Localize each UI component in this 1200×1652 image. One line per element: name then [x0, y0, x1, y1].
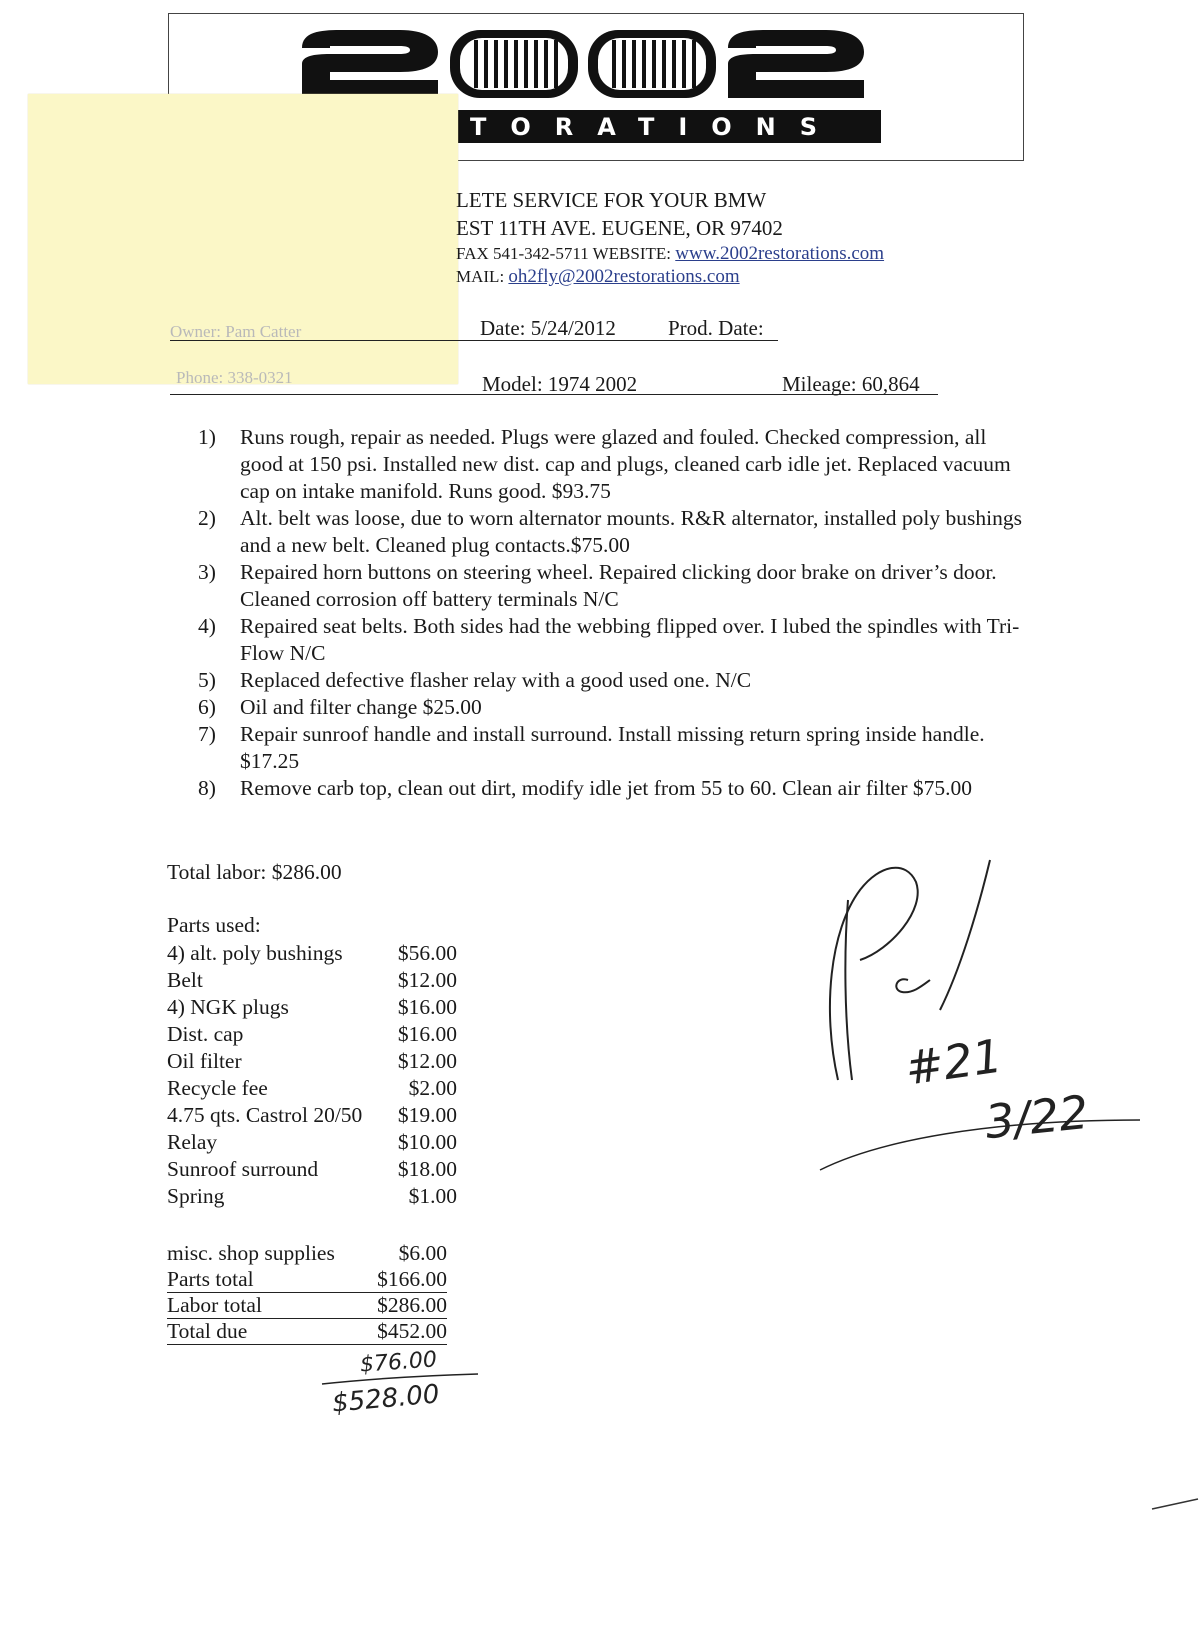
- total-amount: $452.00: [377, 1319, 447, 1343]
- work-item-text: Runs rough, repair as needed. Plugs were glazed and fouled. Checked compression, all good at 150 psi. Installed new dist. cap and plugs, cleaned carb idle jet. Replaced vacuum cap on intake manifold. Runs good. $93.75: [240, 425, 1011, 503]
- email-link[interactable]: oh2fly@2002restorations.com: [508, 266, 740, 287]
- part-row: [167, 1183, 457, 1210]
- handwritten-note-date: 3/22: [982, 1084, 1091, 1150]
- total-amount: $166.00: [377, 1267, 447, 1291]
- website-link[interactable]: www.2002restorations.com: [675, 243, 885, 264]
- work-item-number: 1): [198, 425, 216, 449]
- part-name: Recycle fee: [167, 1076, 268, 1100]
- part-row: [167, 1156, 457, 1183]
- work-item: [198, 694, 1028, 721]
- date-rule: [170, 340, 778, 341]
- part-row: [167, 1129, 457, 1156]
- work-item: [198, 775, 1028, 802]
- part-price: $18.00: [397, 1157, 457, 1181]
- date-field: Date: 5/24/2012: [480, 316, 616, 340]
- handwritten-extra: $76.00: [359, 1347, 438, 1378]
- work-item-text: Remove carb top, clean out dirt, modify idle jet from 55 to 60. Clean air filter $75.00: [240, 776, 973, 800]
- total-row: [167, 1293, 447, 1319]
- total-row: [167, 1267, 447, 1293]
- work-item-number: 4): [198, 614, 216, 638]
- work-item-text: Replaced defective flasher relay with a good used one. N/C: [240, 668, 752, 692]
- part-price: $19.00: [397, 1103, 457, 1127]
- part-row: [167, 994, 457, 1021]
- part-price: $12.00: [397, 968, 457, 992]
- part-price: $1.00: [408, 1184, 457, 1208]
- part-name: 4) NGK plugs: [167, 995, 289, 1019]
- logo-subtitle: TORATIONS: [470, 113, 842, 141]
- part-row: [167, 1021, 457, 1048]
- mileage-field: Mileage: 60,864: [782, 372, 920, 396]
- work-item: [198, 505, 1028, 559]
- part-price: $12.00: [397, 1049, 457, 1073]
- part-name: 4.75 qts. Castrol 20/50: [167, 1103, 363, 1127]
- work-item: [198, 613, 1028, 667]
- part-name: Oil filter: [167, 1049, 242, 1073]
- header-mail-text: MAIL:: [456, 267, 509, 286]
- part-price: $2.00: [408, 1076, 457, 1100]
- total-row: [167, 1240, 447, 1267]
- part-name: Dist. cap: [167, 1022, 244, 1046]
- total-amount: $6.00: [398, 1241, 447, 1265]
- work-item-text: Repaired seat belts. Both sides had the webbing flipped over. I lubed the spindles with Tri-Flow N/C: [240, 614, 1020, 665]
- model-field: Model: 1974 2002: [482, 372, 638, 396]
- work-items-list: [198, 424, 1028, 802]
- header-line-2: EST 11TH AVE. EUGENE, OR 97402: [456, 216, 783, 240]
- part-row: [167, 967, 457, 994]
- totals-block: [167, 1240, 447, 1345]
- work-item-text: Repaired horn buttons on steering wheel. Repaired clicking door brake on driver’s door. Cleaned corrosion off battery terminals N/C: [240, 560, 997, 611]
- part-price: $56.00: [397, 941, 457, 965]
- prod-date-field: Prod. Date:: [668, 316, 764, 340]
- part-name: Relay: [167, 1130, 218, 1154]
- part-name: Spring: [167, 1184, 225, 1208]
- work-item-number: 7): [198, 722, 216, 746]
- part-price: $16.00: [397, 995, 457, 1019]
- header-line-1: LETE SERVICE FOR YOUR BMW: [456, 188, 767, 212]
- work-item-number: 3): [198, 560, 216, 584]
- total-labor: Total labor: $286.00: [167, 860, 342, 884]
- work-item-text: Oil and filter change $25.00: [240, 695, 482, 719]
- part-name: 4) alt. poly bushings: [167, 941, 343, 965]
- handwritten-note-number: #21: [901, 1028, 1006, 1096]
- part-name: Sunroof surround: [167, 1157, 319, 1181]
- header-line-4: [456, 266, 740, 288]
- total-label: misc. shop supplies: [167, 1241, 335, 1265]
- total-row: [167, 1319, 447, 1345]
- part-row: [167, 1048, 457, 1075]
- work-item: [198, 721, 1028, 775]
- work-item: [198, 667, 1028, 694]
- model-rule: [170, 394, 938, 395]
- parts-list: [167, 940, 457, 1210]
- header-fax-text: FAX 541-342-5711 WEBSITE:: [456, 244, 676, 263]
- total-label: Labor total: [167, 1293, 262, 1317]
- part-row: [167, 1075, 457, 1102]
- work-item-text: Alt. belt was loose, due to worn alternator mounts. R&R alternator, installed poly bushings and a new belt. Cleaned plug contacts.$75.00: [240, 506, 1022, 557]
- part-name: Belt: [167, 968, 203, 992]
- owner-faint-text: Owner: Pam Catter: [170, 322, 302, 341]
- phone-faint-text: Phone: 338-0321: [176, 368, 293, 387]
- part-price: $16.00: [397, 1022, 457, 1046]
- part-price: $10.00: [397, 1130, 457, 1154]
- part-row: [167, 1102, 457, 1129]
- company-logo-graphic: [300, 28, 900, 100]
- total-amount: $286.00: [377, 1293, 447, 1317]
- stray-mark: [1150, 1495, 1200, 1515]
- work-item: [198, 559, 1028, 613]
- work-item-number: 6): [198, 695, 216, 719]
- part-row: [167, 940, 457, 967]
- total-label: Parts total: [167, 1267, 254, 1291]
- work-item-number: 5): [198, 668, 216, 692]
- work-item-text: Repair sunroof handle and install surround. Install missing return spring inside handle. $17.25: [240, 722, 985, 773]
- work-item-number: 8): [198, 776, 216, 800]
- total-label: Total due: [167, 1319, 248, 1343]
- work-item: [198, 424, 1028, 505]
- work-item-number: 2): [198, 506, 216, 530]
- parts-heading: Parts used:: [167, 913, 261, 937]
- header-line-3: [456, 243, 884, 265]
- handwritten-grand-total: $528.00: [330, 1379, 441, 1419]
